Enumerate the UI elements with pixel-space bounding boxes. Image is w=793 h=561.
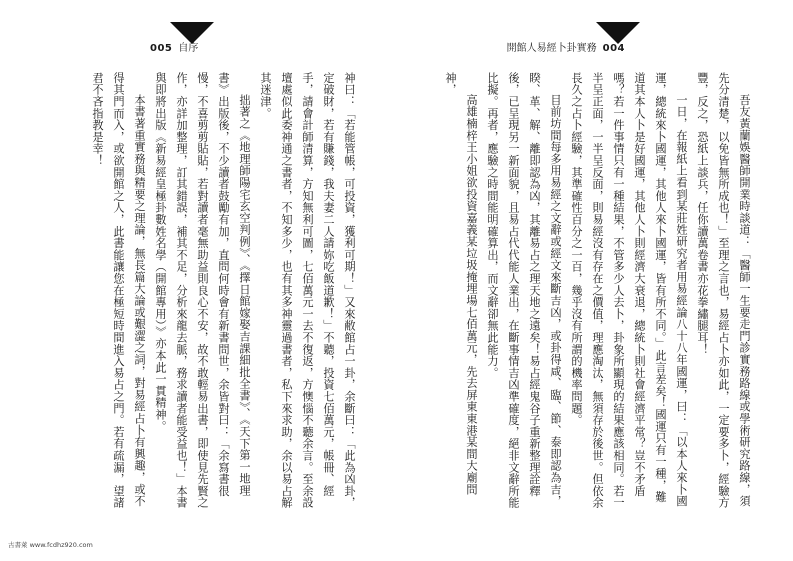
page-number: 004: [602, 43, 625, 54]
page-header-left: [150, 40, 198, 58]
paragraph: 一日，在報紙上看到某莊姓研究者用易經論八十八年國運，曰：「以本人來卜國運，總統來卜國運，其他人來卜國運，皆有所不同。」此言差矣！國運只有一種，難道其本人卜是好國運，其他人卜則經濟大衰退，總統卜則社會經濟平常？豈不矛盾嗎？若一件事情只有一種結果，不管多少人去卜，卦象所顯現的結果應該相同。若一半呈正面，一半呈反面，則易經沒有存在之價值，理應淘汰，無須存於後世。但依余長久之占卜經驗，其準確性百分之一百，幾乎沒有所謂的機率問題。: [570, 72, 688, 509]
paragraph: 吾友黃蘭娛醫師開業時談道：「醫師一生要走門診實務路線或學術研究路線，須先分清楚，以免皆無所成也！」至理之言也，易經占卜亦如此，一定要多卜，經驗方豐，反之，恐紙上談兵，任你讀萬卷書亦花拳繡腿耳！: [696, 72, 751, 509]
page-number: 005: [150, 43, 173, 54]
body-text-right: [444, 72, 755, 512]
right-page: [397, 0, 793, 561]
paragraph: 高雄楠梓王小姐欲投資嘉義某垃圾掩埋場七佰萬元，先去屏東東港某間大廟問神，: [444, 72, 478, 496]
header-title: 開館人易經卜卦實務: [506, 43, 597, 54]
paragraph: 拙著之《地理師陽宅玄空判例》、《擇日館嫁娶吉課細批全書》、《天下第一地理書》出版後，不少讀者鼓勵有加，直問何時會有新書問世，余皆對曰：「余寫書很慢，不喜剪剪貼貼，若對讀者毫無助益則良心不安，故不敢輕易出書，即使見先賢之作，亦詳加整理，訂其錯誤，補其不足，分析來龍去脈，務求讀者能受益也！」本書與即將出版《新易經皇極卦數姓名學（開館專用）》亦本此一貫精神。: [154, 72, 251, 509]
header-title: 自序: [178, 43, 199, 54]
watermark: 古書萊 www.fcdhz920.com: [8, 541, 93, 549]
paragraph: 目前坊間每多用易經之文辭或經文來斷吉凶，或卦得咸、臨、節、泰即認為吉，睽、革、解、離即認為凶，其離易占之理天地之遠矣！易占經鬼谷子重新整理詮釋後，已呈現另一新面貌，且易占代代能人業出，在斷事情吉凶準確度，絕非文辭所能比擬。再者，應驗之時間能明確算出，而文辭卻無此能力。: [486, 72, 562, 509]
left-page: [0, 0, 396, 561]
paragraph: 神曰：「若能管帳，可投資，獲利可期！」又來敝館占一卦，余斷曰：「此為凶卦，定破財，若有賺錢，我夫妻二人請妳吃飯道歉！」不聽，投資七佰萬元，帳冊、經手，請會計師清算，方知無利可圖，七佰萬元一去不復返，方懊惱不聽余言。至余設壇處似此委神通之書者，不知多少，也有其多神靈過書者，私下來求助，余以易占解其迷津。: [259, 72, 356, 509]
body-text-left: [60, 72, 360, 512]
page-header-right: [507, 40, 625, 58]
paragraph: 本書著重實務與精要之理論，無長篇大論或艱澀之詞，對易經占卜有興趣，或不得其門而入，或欲開館之人，此書能讓您在極短時間進入易占之門。若有疏漏，望諸君不吝指教是幸！: [91, 72, 146, 509]
